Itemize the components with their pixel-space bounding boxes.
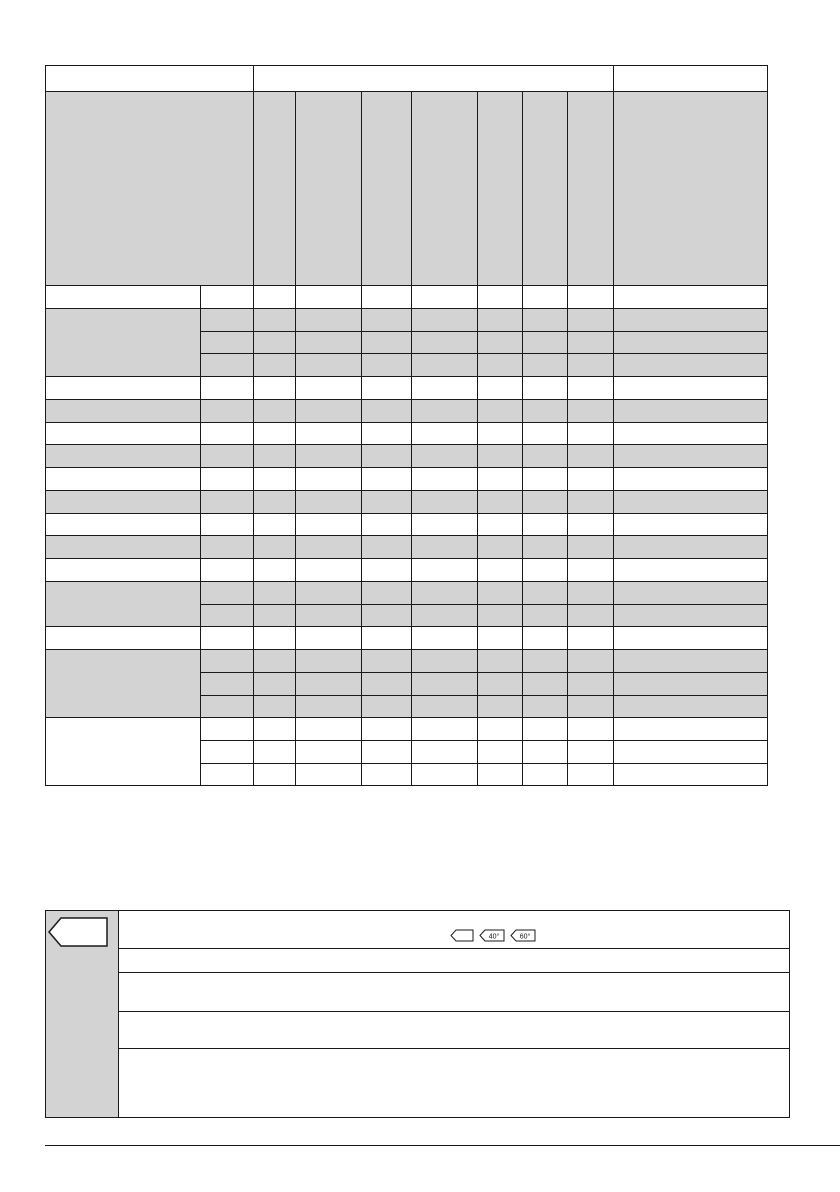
table-row-line xyxy=(45,717,768,718)
table-line xyxy=(45,91,768,92)
table-col-line xyxy=(567,91,568,786)
table-row-line xyxy=(45,422,768,423)
wash-40-icon xyxy=(479,929,505,942)
info-box-border xyxy=(45,910,790,1118)
info-box xyxy=(45,910,790,1118)
footer-rule xyxy=(45,1145,840,1146)
info-row-line xyxy=(118,1011,790,1012)
table-col-line xyxy=(411,91,412,786)
wash-tag-small-icon xyxy=(450,929,474,942)
info-row-line xyxy=(118,972,790,973)
table-row-line xyxy=(45,308,768,309)
table-col-line xyxy=(613,65,614,786)
table-col-line xyxy=(361,91,362,786)
table-col-line xyxy=(295,91,296,786)
table-line xyxy=(45,285,768,286)
table-outer-border xyxy=(45,65,768,786)
table-row-line xyxy=(45,444,768,445)
info-row-line xyxy=(118,948,790,949)
table-row-line xyxy=(200,604,768,605)
table-row-line xyxy=(200,672,768,673)
wash-40-label: 40° xyxy=(488,933,500,941)
info-row-line xyxy=(118,1048,790,1049)
wash-60-label: 60° xyxy=(519,933,531,941)
info-box-divider xyxy=(118,910,119,1118)
table-row-line xyxy=(45,581,768,582)
table-row-line xyxy=(200,695,768,696)
table-row-line xyxy=(45,626,768,627)
table-row-line xyxy=(200,763,768,764)
table-row-line xyxy=(45,513,768,514)
table-row-line xyxy=(200,740,768,741)
table-row-line xyxy=(45,558,768,559)
wash-tag-icon xyxy=(47,915,111,949)
wash-60-icon xyxy=(510,929,536,942)
table-col-line xyxy=(477,91,478,786)
table-row-line xyxy=(45,399,768,400)
table-row-line xyxy=(45,376,768,377)
table-row-line xyxy=(45,490,768,491)
program-table xyxy=(45,65,768,786)
table-row-line xyxy=(45,649,768,650)
table-row-line xyxy=(200,331,768,332)
table-row-line xyxy=(45,467,768,468)
table-col-line xyxy=(522,91,523,786)
table-row-line xyxy=(45,535,768,536)
table-row-line xyxy=(200,353,768,354)
table-col-line xyxy=(253,65,254,786)
